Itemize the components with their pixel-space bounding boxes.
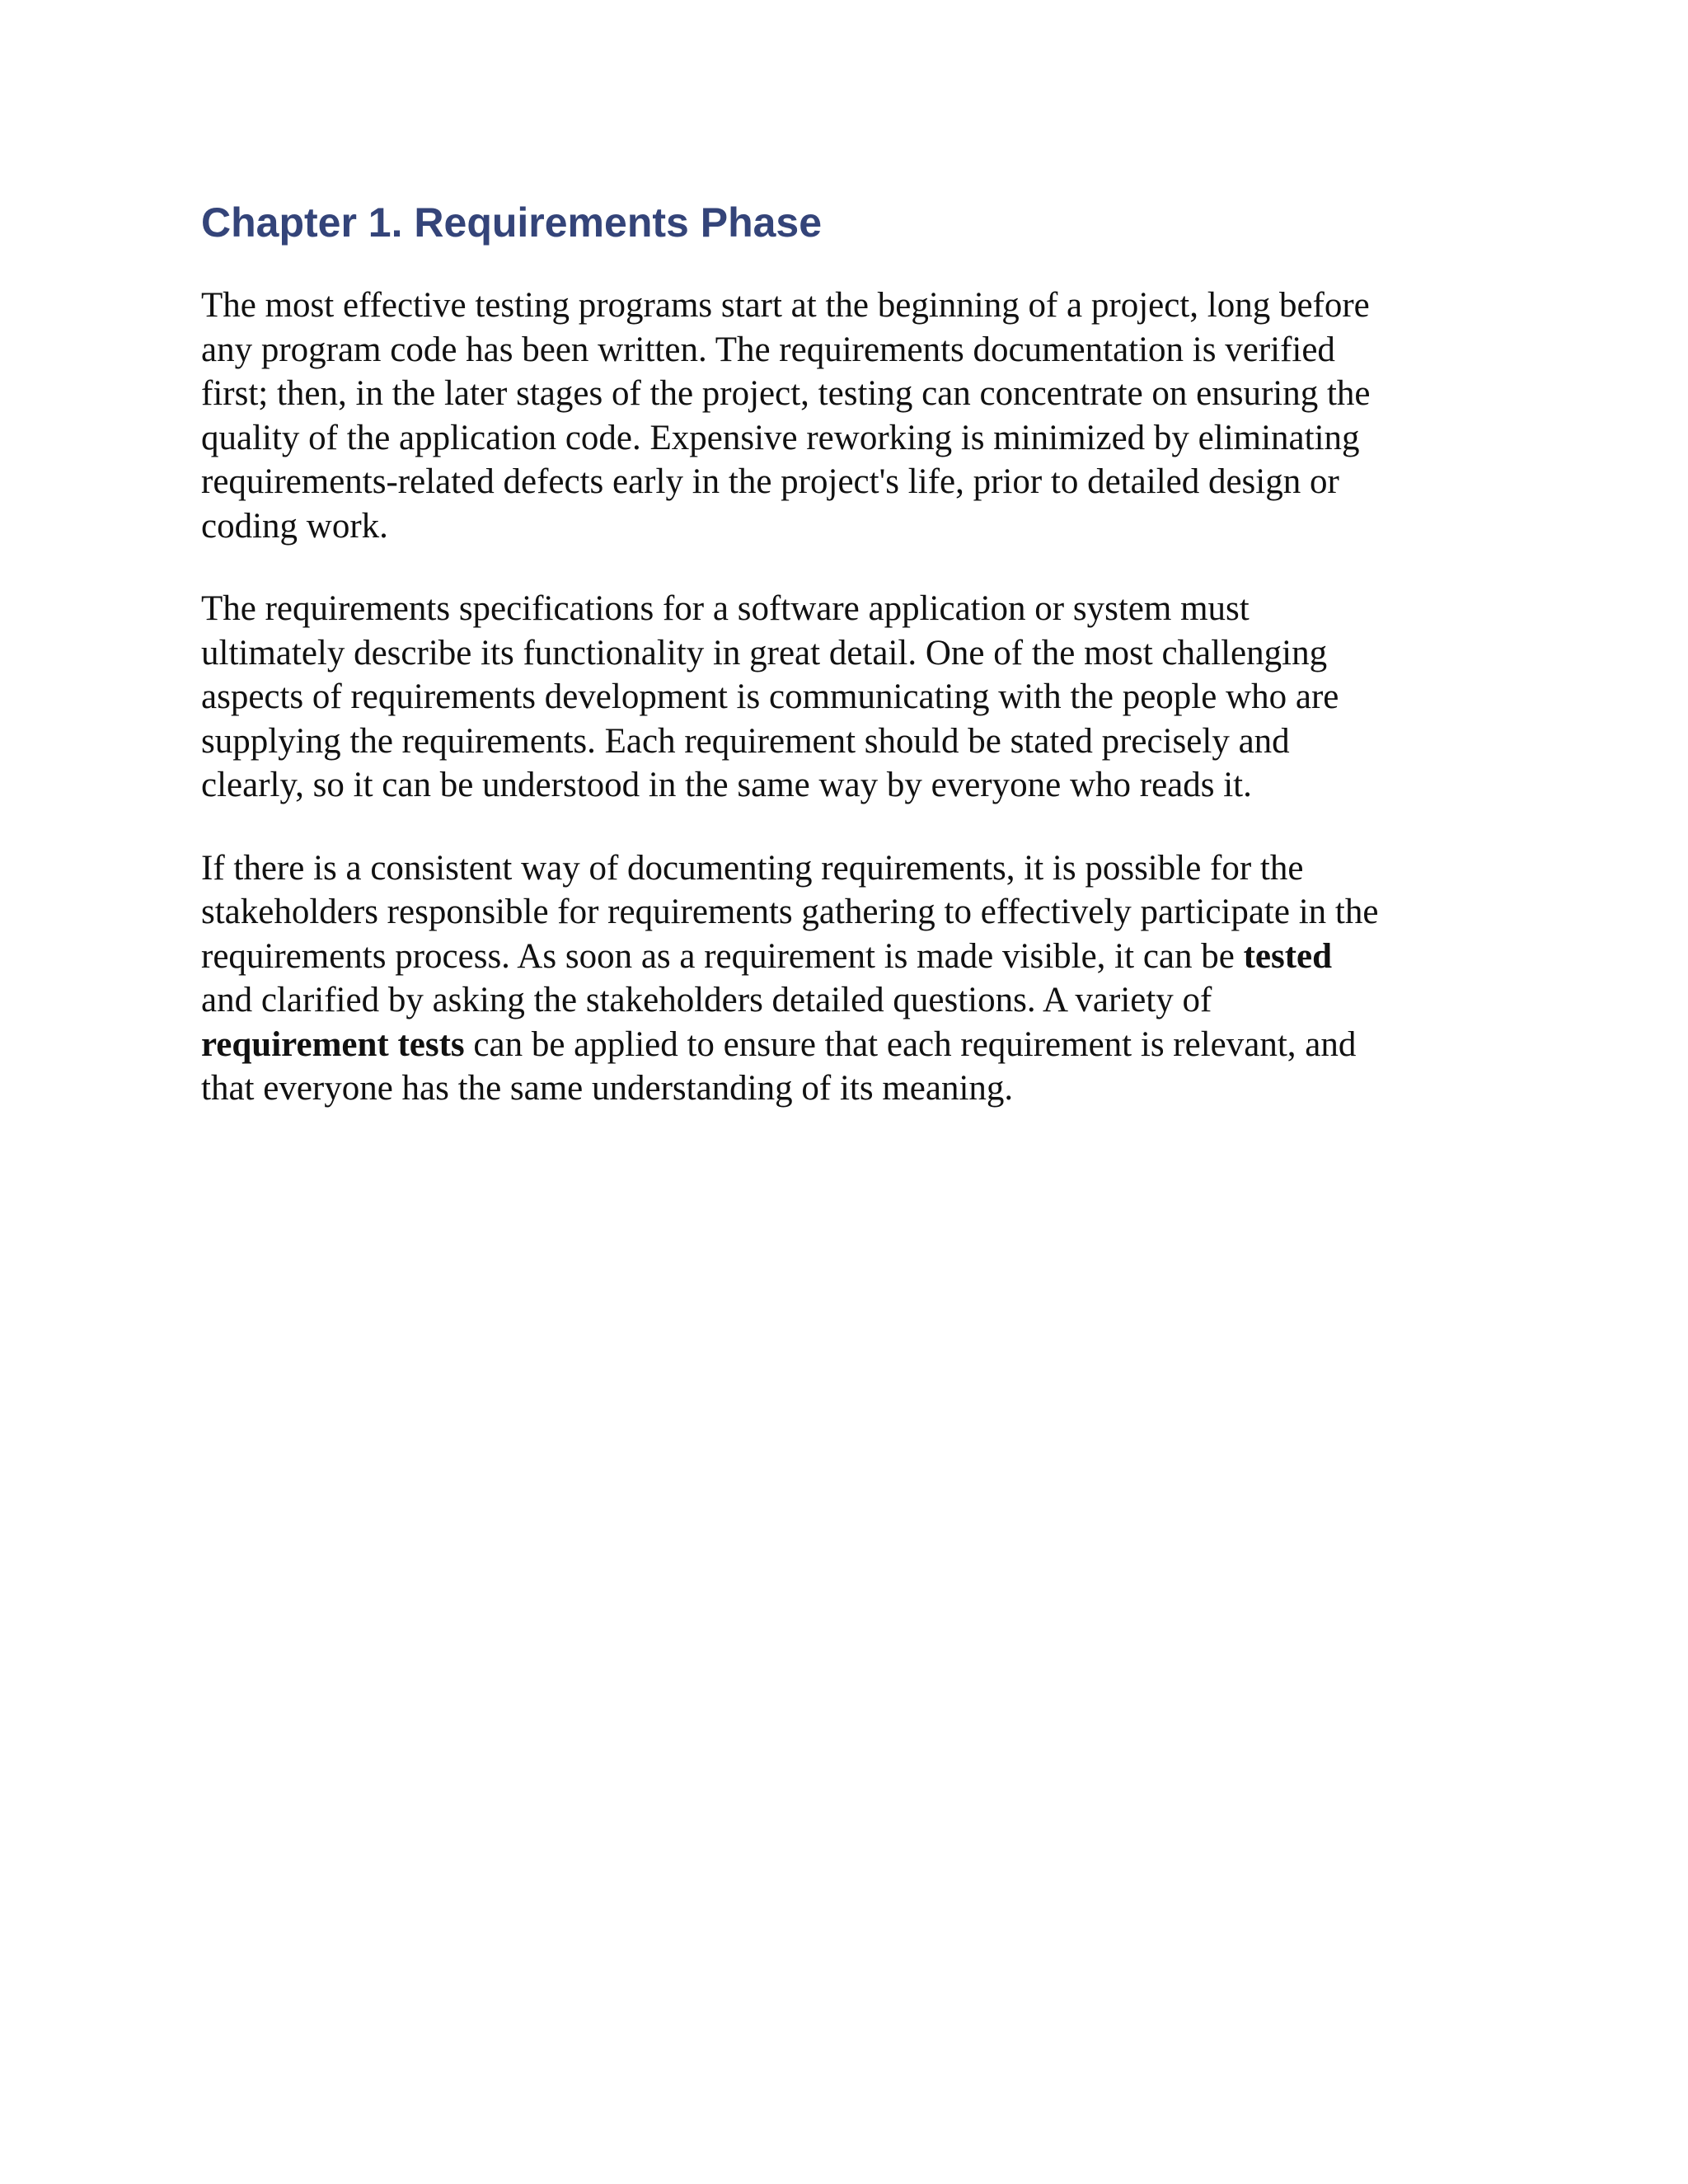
line-text: can be applied to ensure that each requirement is relevant, and (464, 1024, 1357, 1064)
bold-term-tested: tested (1243, 936, 1333, 976)
paragraph-line: coding work. (201, 506, 388, 546)
paragraph-2 (201, 587, 1487, 808)
paragraph-1 (201, 284, 1487, 548)
paragraph-line: that everyone has the same understanding of its meaning. (201, 1069, 1014, 1108)
paragraph-line: requirements-related defects early in the project's life, prior to detailed design or (201, 462, 1339, 501)
bold-term-requirement-tests: requirement tests (201, 1024, 465, 1064)
paragraph-line: stakeholders responsible for requirements gathering to effectively participate in the (201, 893, 1379, 931)
line-text: requirements process. As soon as a requirement is made visible, it can be (201, 936, 1244, 976)
paragraph-line: and clarified by asking the stakeholders detailed questions. A variety of (201, 981, 1212, 1019)
paragraph-line: first; then, in the later stages of the project, testing can concentrate on ensuring the (201, 374, 1371, 413)
paragraph-line: supplying the requirements. Each requirement should be stated precisely and (201, 721, 1290, 761)
paragraph-line (201, 1023, 1487, 1067)
paragraph-line: quality of the application code. Expensive reworking is minimized by eliminating (201, 418, 1360, 457)
paragraph-line: clearly, so it can be understood in the same way by everyone who reads it. (201, 766, 1252, 804)
paragraph-line: any program code has been written. The requirements documentation is verified (201, 330, 1335, 369)
paragraph-line: The most effective testing programs start at the beginning of a project, long before (201, 286, 1370, 325)
paragraph-line (201, 935, 1487, 979)
paragraph-line: aspects of requirements development is communicating with the people who are (201, 677, 1339, 716)
paragraph-line: The requirements specifications for a software application or system must (201, 589, 1250, 628)
paragraph-3 (201, 846, 1487, 1111)
chapter-title: Chapter 1. Requirements Phase (201, 199, 823, 246)
paragraph-line: If there is a consistent way of documenting requirements, it is possible for the (201, 848, 1304, 888)
paragraph-line: ultimately describe its functionality in great detail. One of the most challenging (201, 633, 1328, 673)
page-content (201, 198, 1487, 1150)
